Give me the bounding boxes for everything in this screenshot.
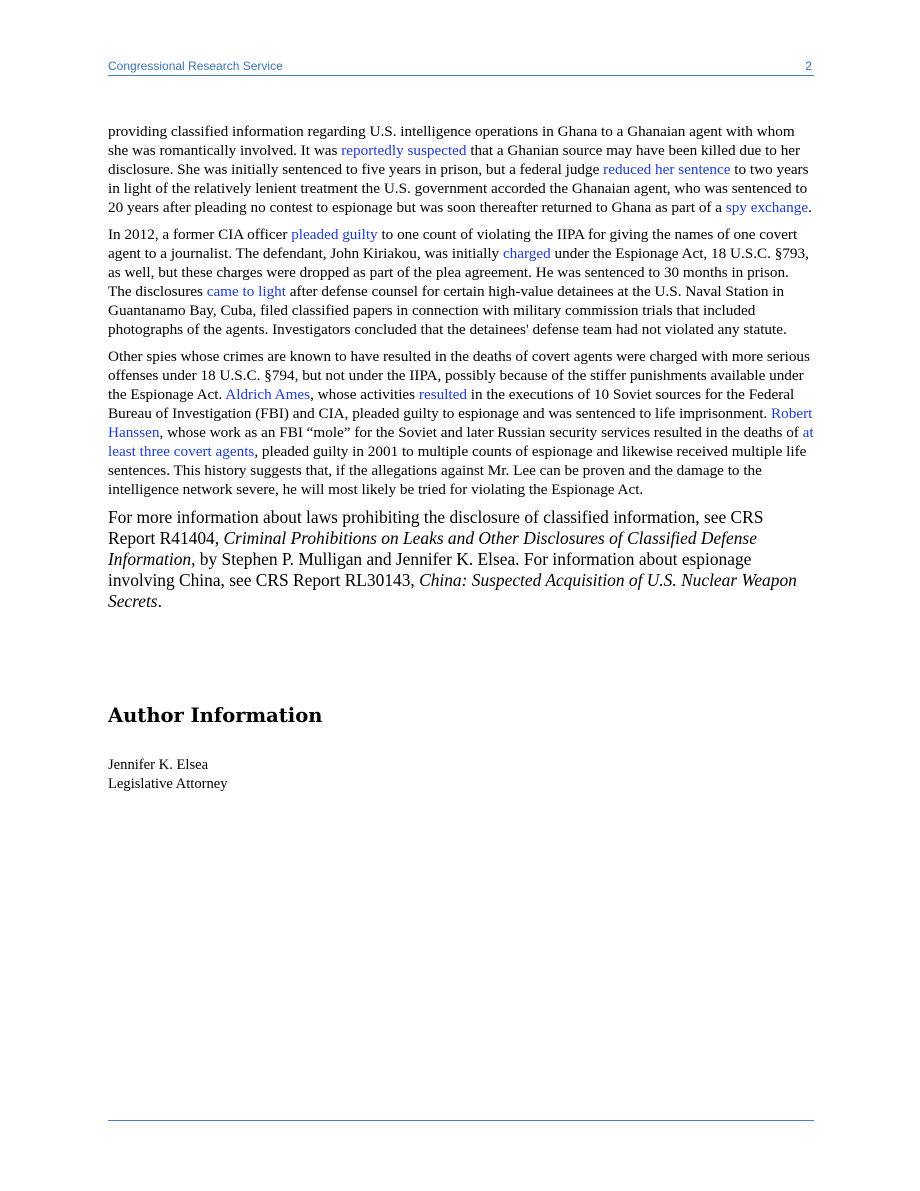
header-org-name: Congressional Research Service (108, 59, 283, 73)
document-body (108, 122, 814, 620)
author-information-heading: Author Information (108, 704, 323, 727)
link-aldrich-ames[interactable]: Aldrich Ames (225, 386, 311, 403)
text-segment: , whose activities (310, 386, 419, 403)
text-segment: In 2012, a former CIA officer (108, 226, 292, 243)
author-title: Legislative Attorney (108, 776, 228, 792)
report-title-rl30143: China: Suspected Acquisition of U.S. Nuclear Weapon Secrets (108, 570, 797, 611)
author-name: Jennifer K. Elsea (108, 757, 209, 773)
text-segment: For more information about laws prohibiting the disclosure of classified information, see CRS Report R41404, (108, 507, 764, 548)
text-segment: providing classified information regarding U.S. intelligence operations in Ghana to a Ghanaian agent with whom she was romantically involved. It was (108, 123, 795, 159)
link-reduced-her-sentence[interactable]: reduced her sentence (603, 161, 731, 178)
link-reportedly-suspected[interactable]: reportedly suspected (341, 142, 467, 159)
link-spy-exchange[interactable]: spy exchange (725, 199, 809, 216)
text-segment: , whose work as an FBI “mole” for the Soviet and later Russian security services resulted in the deaths of (159, 424, 803, 441)
text-segment: to one count of violating the IIPA for giving the names of one covert agent to a journalist. The defendant, John Kiriakou, was initially (108, 226, 798, 262)
footer-rule (108, 1120, 814, 1121)
text-segment: . (157, 591, 162, 611)
report-title-r41404: Criminal Prohibitions on Leaks and Other Disclosures of Classified Defense Information (108, 528, 757, 569)
link-pleaded-guilty[interactable]: pleaded guilty (291, 226, 378, 243)
text-segment: that a Ghanian source may have been killed due to her disclosure. She was initially sentenced to five years in prison, but a federal judge (108, 142, 801, 178)
link-resulted[interactable]: resulted (418, 386, 467, 403)
text-segment: in the executions of 10 Soviet sources for the Federal Bureau of Investigation (FBI) and CIA, pleaded guilty to espionage and was sentenced to life imprisonment. (108, 386, 795, 422)
text-segment: , pleaded guilty in 2001 to multiple counts of espionage and likewise received multiple life sentences. This history suggests that, if the allegations against Mr. Lee can be proven and the damage to the intelligence network severe, he will most likely be tried for violating the Espionage Act. (108, 443, 807, 498)
page-header (108, 57, 814, 76)
link-charged[interactable]: charged (502, 245, 551, 262)
paragraph-ghana (108, 122, 814, 217)
text-segment: , by Stephen P. Mulligan and Jennifer K. Elsea. For information about espionage involving China, see CRS Report RL30143, (108, 549, 752, 590)
text-segment: . (808, 199, 812, 216)
author-block (108, 756, 228, 794)
text-segment: Other spies whose crimes are known to have resulted in the deaths of covert agents were charged with more serious offenses under 18 U.S.C. §794, but not under the IIPA, possibly because of the stiffer punishments available under the Espionage Act. (108, 348, 810, 403)
text-segment: after defense counsel for certain high-value detainees at the U.S. Naval Station in Guantanamo Bay, Cuba, filed classified papers in connection with military commission trials that included photographs of the agents. Investigators concluded that the detainees' defense team had not violated any statute. (108, 283, 787, 338)
text-segment: under the Espionage Act, 18 U.S.C. §793, as well, but these charges were dropped as part of the plea agreement. He was sentenced to 30 months in prison. The disclosures (108, 245, 809, 300)
link-at-least-three-covert-agents[interactable]: at least three covert agents (108, 424, 814, 460)
paragraph-more-information (108, 507, 814, 612)
paragraph-kiriakou (108, 225, 814, 339)
page-number: 2 (805, 59, 812, 73)
paragraph-other-spies (108, 347, 814, 499)
link-came-to-light[interactable]: came to light (206, 283, 286, 300)
link-robert-hanssen[interactable]: Robert Hanssen (108, 405, 813, 441)
text-segment: to two years in light of the relatively lenient treatment the U.S. government accorded the Ghanaian agent, who was sentenced to 20 years after pleading no contest to espionage but was soon thereafter returned to Ghana as part of a (108, 161, 809, 216)
